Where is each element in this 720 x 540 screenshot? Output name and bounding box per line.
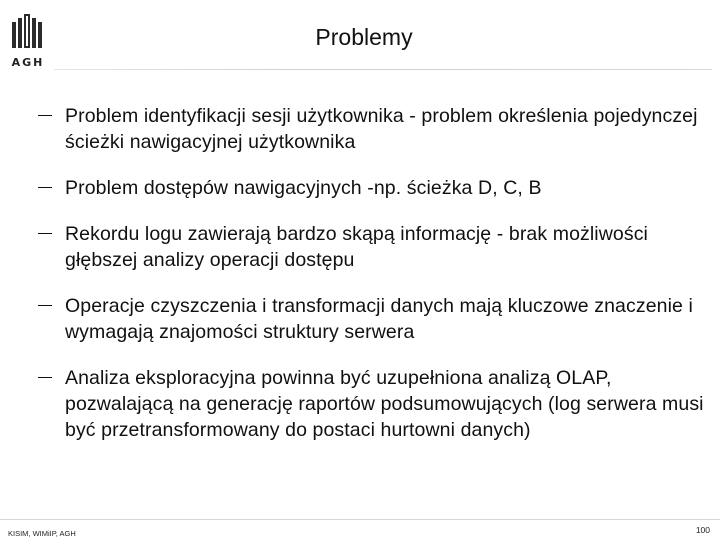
bullet-item xyxy=(38,221,708,273)
bullet-text: Problem dostępów nawigacyjnych -np. ścieżka D, C, B xyxy=(65,177,542,199)
dash-bullet-icon xyxy=(38,377,52,378)
page-number: 100 xyxy=(695,525,710,535)
bullet-text: Problem identyfikacji sesji użytkownika - problem określenia pojedynczej ścieżki nawigacyjnej użytkownika xyxy=(65,105,698,153)
dash-bullet-icon xyxy=(38,187,52,188)
bullet-list xyxy=(38,103,708,463)
bullet-text: Analiza eksploracyjna powinna być uzupełniona analizą OLAP, pozwalającą na generację raportów podsumowujących (log serwera musi być przetransformowany do postaci hurtowni danych) xyxy=(65,367,704,441)
bullet-item xyxy=(38,175,708,201)
bullet-item xyxy=(38,293,708,345)
bullet-item xyxy=(38,365,708,443)
footer-label: KISIM, WIMiIP, AGH xyxy=(8,529,76,538)
slide-title: Problemy xyxy=(315,24,413,50)
title-divider xyxy=(54,69,712,70)
bullet-item xyxy=(38,103,708,155)
dash-bullet-icon xyxy=(38,233,52,234)
dash-bullet-icon xyxy=(38,305,52,306)
footer-divider xyxy=(0,519,720,520)
logo-text: AGH xyxy=(11,56,45,69)
dash-bullet-icon xyxy=(38,115,52,116)
bullet-text: Rekordu logu zawierają bardzo skąpą informację - brak możliwości głębszej analizy operacji dostępu xyxy=(65,223,648,271)
bullet-text: Operacje czyszczenia i transformacji danych mają kluczowe znaczenie i wymagają znajomości struktury serwera xyxy=(65,295,693,343)
